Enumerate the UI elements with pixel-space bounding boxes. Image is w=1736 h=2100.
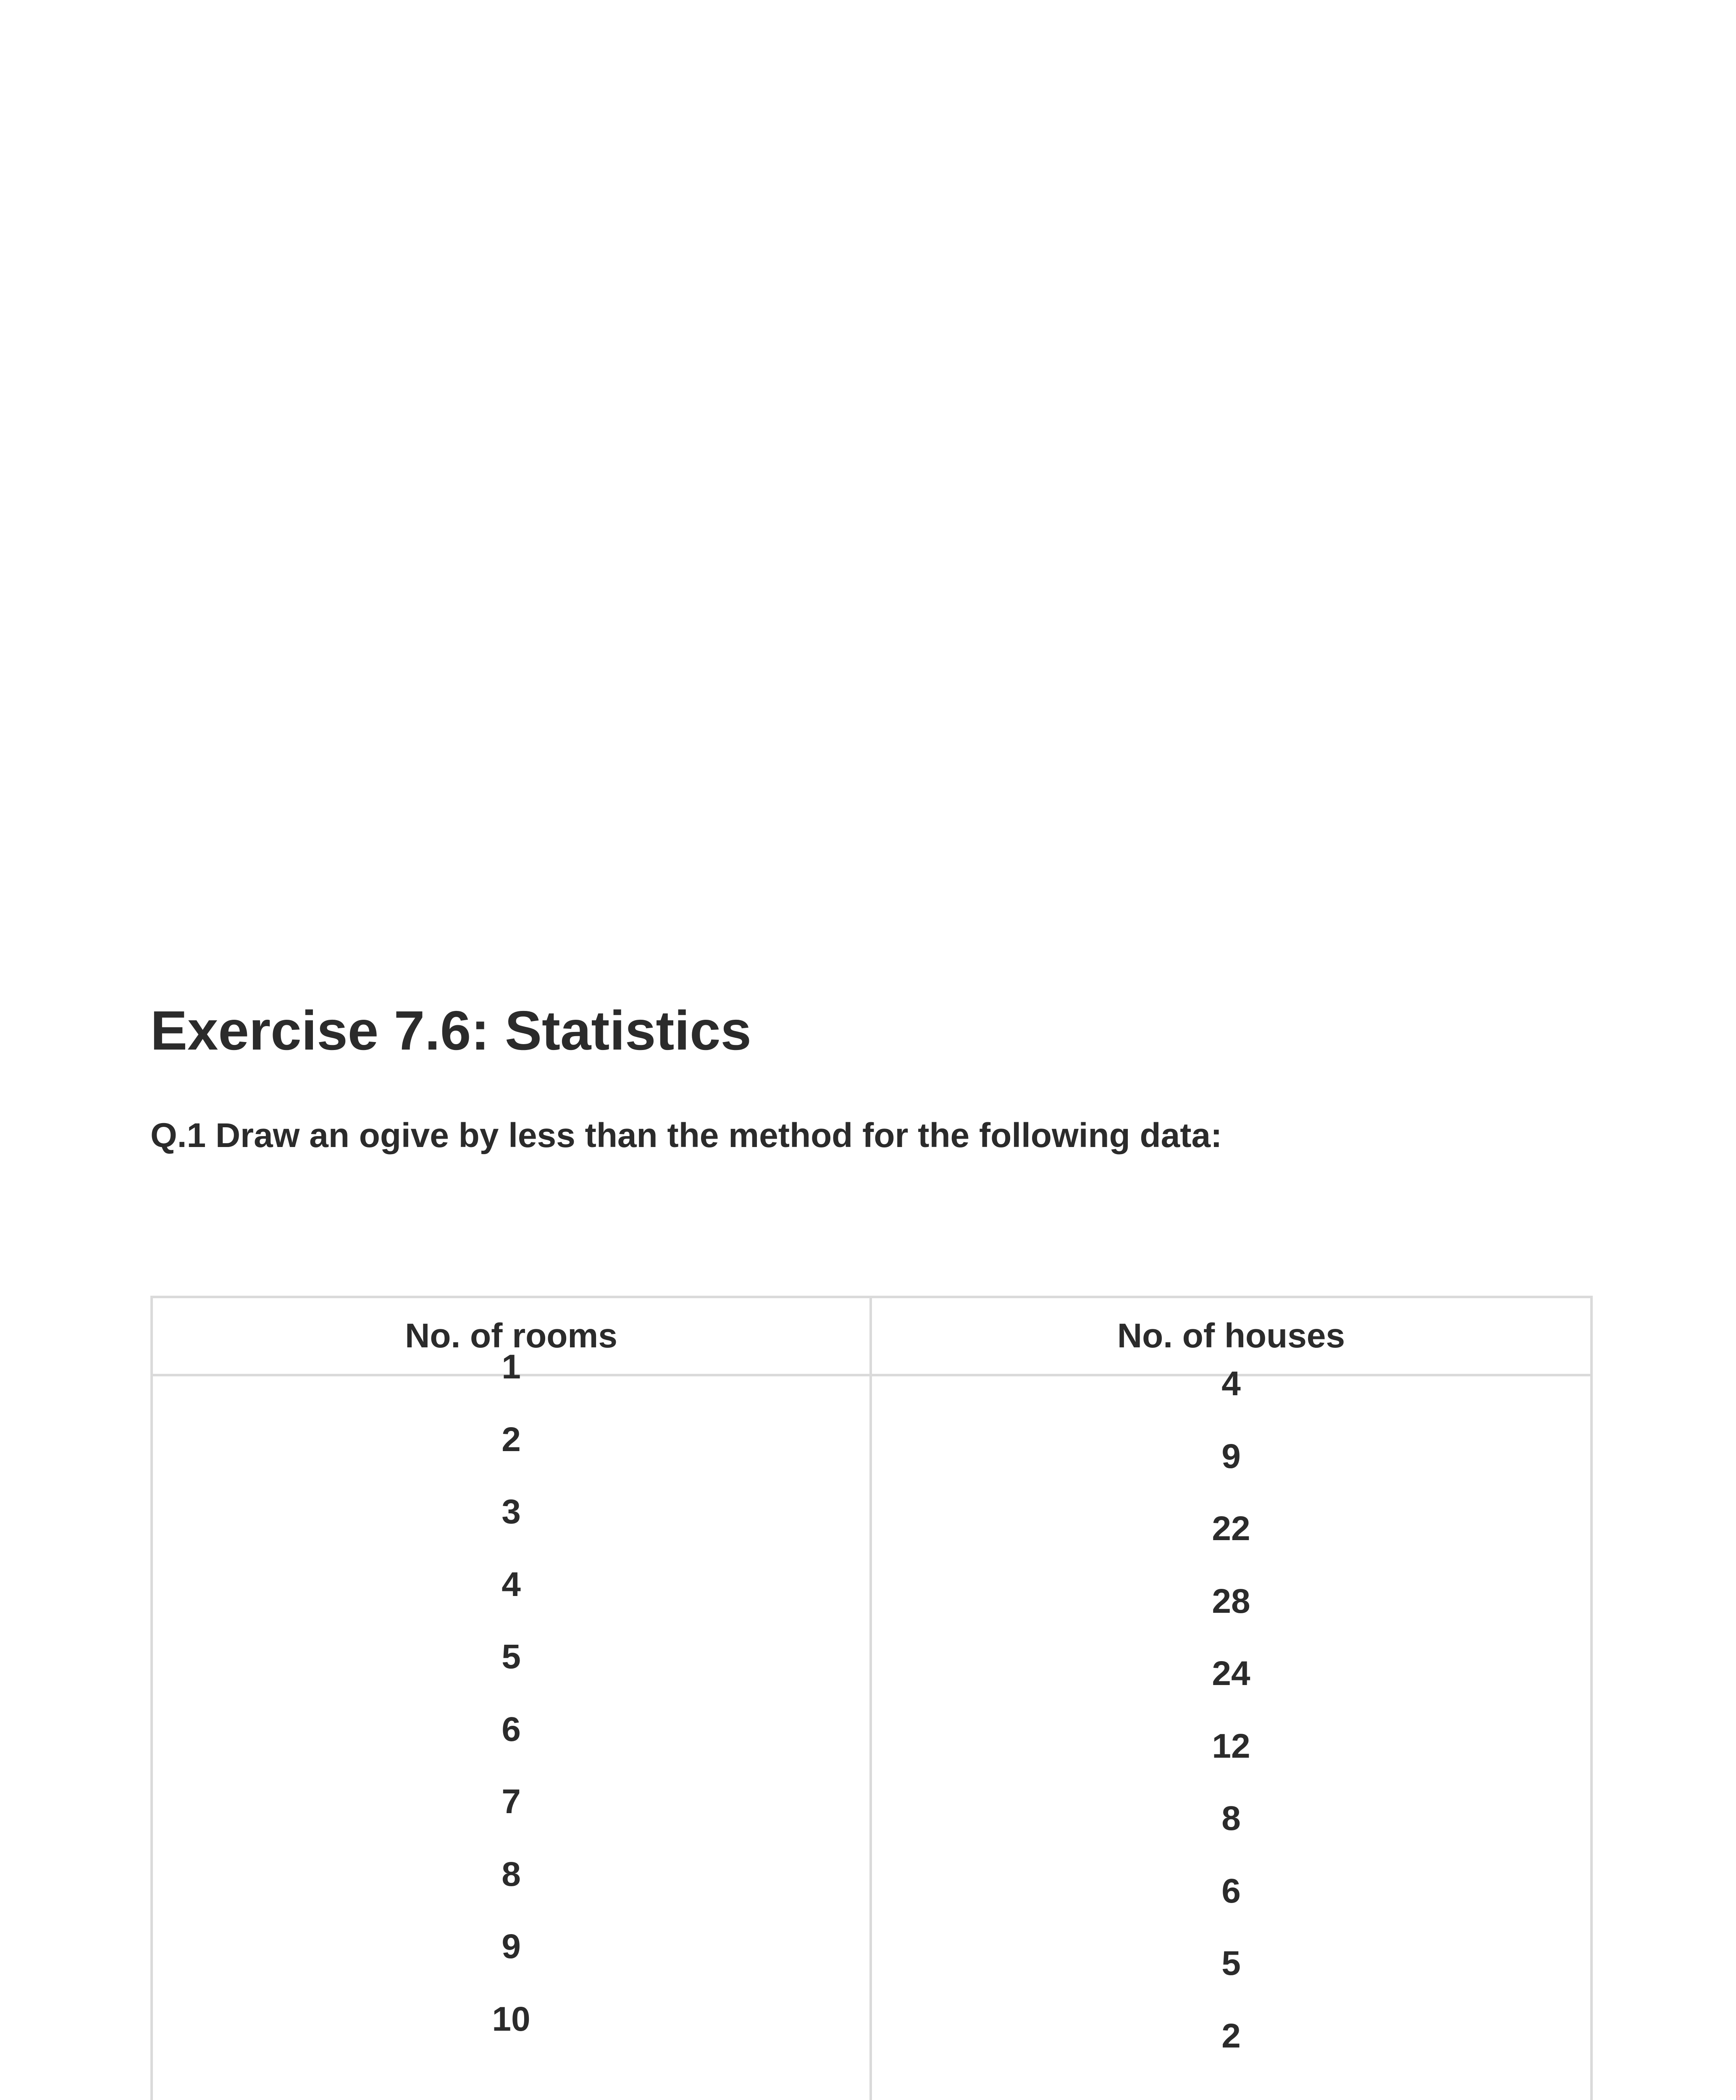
table-header-rooms: No. of rooms <box>405 1317 617 1355</box>
rooms-cell: 6 <box>502 1710 521 1748</box>
rooms-cell: 9 <box>502 1927 521 1966</box>
table-header-houses: No. of houses <box>1117 1317 1345 1355</box>
houses-cell: 24 <box>1212 1654 1250 1693</box>
houses-cell: 9 <box>1221 1437 1241 1475</box>
houses-cell: 4 <box>1221 1365 1241 1403</box>
houses-cell: 8 <box>1221 1799 1241 1838</box>
rooms-cell: 4 <box>502 1565 521 1604</box>
houses-cell: 2 <box>1221 2016 1241 2055</box>
houses-cell: 12 <box>1212 1727 1250 1765</box>
houses-cell: 5 <box>1221 1944 1241 1983</box>
rooms-cell: 10 <box>492 2000 531 2038</box>
rooms-cell: 7 <box>502 1782 521 1821</box>
rooms-cell: 3 <box>502 1493 521 1531</box>
rooms-cell: 8 <box>502 1855 521 1893</box>
frequency-table <box>150 1296 1593 2100</box>
houses-cell: 22 <box>1212 1509 1250 1548</box>
rooms-cell: 1 <box>502 1348 521 1386</box>
rooms-column <box>153 1331 869 2055</box>
houses-cell: 28 <box>1212 1582 1250 1620</box>
houses-cell: 6 <box>1221 1872 1241 1910</box>
question-text: Q.1 Draw an ogive by less than the method for the following data: <box>150 1116 1222 1155</box>
rooms-cell: 2 <box>502 1420 521 1459</box>
page-title: Exercise 7.6: Statistics <box>150 1000 751 1061</box>
rooms-cell: 5 <box>502 1638 521 1676</box>
houses-column <box>872 1348 1590 2072</box>
